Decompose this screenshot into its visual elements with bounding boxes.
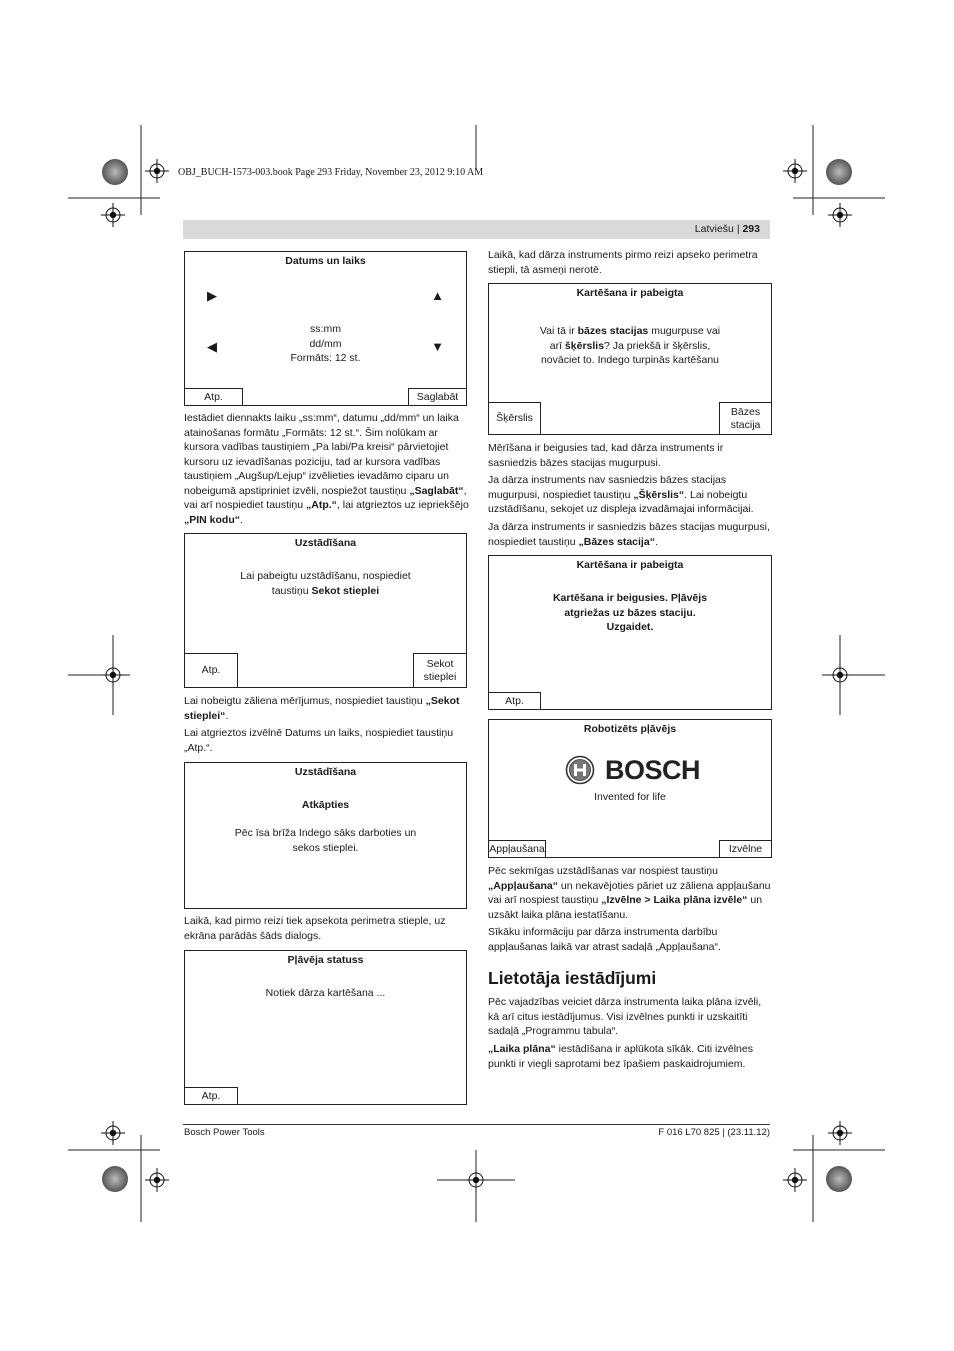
screen-setup-retreat <box>184 762 467 909</box>
text-bold: „Appļaušana“ <box>488 879 559 892</box>
back-button[interactable]: Atp. <box>184 653 238 688</box>
screen-line <box>489 324 771 339</box>
screen-line: Pēc īsa brīža Indego sāks darboties un <box>234 827 417 839</box>
text-bold: „Izvēlne > Laika plāna izvēle“ <box>601 894 748 906</box>
registration-mark-icon <box>828 203 852 227</box>
bosch-logo <box>565 754 700 786</box>
screen-body <box>185 322 466 366</box>
text: . <box>654 535 658 548</box>
registration-mark-icon <box>783 159 807 183</box>
text: Vai tā ir <box>539 325 578 337</box>
imprint-line: OBJ_BUCH-1573-003.book Page 293 Friday, November 23, 2012 9:10 AM <box>178 167 484 178</box>
text: Iestādiet diennakts laiku „ss:mm“, datumu „dd/mm“ un laika atainošanas formātu „Formāts: 12 st.“. Šim nolūkam ar kursora vadības taustiņiem „Pa labi/Pa kreisi“ pārvietojiet kursoru uz ievadīšanas poziciju, tad ar kursora vadības taustiņiem „Augšup/Lejup“ izvēlieties ievadāmo ciparu un nobeigumā apstipriniet izvēli, nospiežot taustiņu <box>184 412 459 497</box>
text-bold: „Atp.“ <box>306 499 337 511</box>
section-heading: Lietotāja iestādījumi <box>488 968 657 988</box>
paragraph-schedule <box>488 1042 772 1071</box>
text: Lai nobeigtu zāliena mērījumus, nospiediet taustiņu <box>184 695 426 707</box>
save-button[interactable]: Saglabāt <box>408 388 467 406</box>
screen-mapping-complete-question <box>488 283 772 435</box>
arrow-down-icon: ▼ <box>431 339 444 354</box>
paragraph-obstacle <box>488 473 772 517</box>
date-format: dd/mm <box>309 337 342 350</box>
text: Laikā, kad dārza instruments pirmo reizi apseko perimetra stiepli, tā asmeņi nerotē. <box>488 249 758 276</box>
text: . Lai nobeigtu uzstādīšanu, sekojet uz displeja izvadāmajai informācijai. <box>488 488 754 515</box>
button-label: stacija <box>730 418 761 431</box>
paragraph-date-time-instructions <box>184 411 469 527</box>
screen-setup-finish <box>184 533 467 688</box>
text: taustiņu <box>271 584 312 597</box>
gray-ball-icon <box>102 159 128 185</box>
screen-line: sekos stieplei. <box>292 841 359 854</box>
text: . <box>225 709 229 722</box>
arrow-left-icon: ◀ <box>207 339 217 354</box>
screen-title: Kartēšana ir pabeigta <box>576 559 684 571</box>
back-button[interactable]: Atp. <box>184 388 243 406</box>
paragraph-after-setup <box>488 864 772 922</box>
paragraph-measuring-ended <box>488 441 772 470</box>
obstacle-button[interactable]: Šķērslis <box>488 402 541 435</box>
gray-ball-icon <box>826 1166 852 1192</box>
text: Ja dārza instruments nav sasniedzis bāzes stacijas mugurpusi, nospiediet taustiņu <box>488 474 727 501</box>
screen-line: Lai pabeigtu uzstādīšanu, nospiediet <box>240 570 411 582</box>
menu-button[interactable]: Izvēlne <box>719 840 772 858</box>
text-bold: „Laika plāna“ <box>488 1043 556 1055</box>
text-bold: „Bāzes stacija“ <box>578 535 655 548</box>
paragraph-more-info <box>488 925 772 954</box>
follow-wire-button[interactable] <box>413 653 467 688</box>
paragraph-finish-measuring <box>184 694 469 723</box>
screen-title: Pļāvēja statuss <box>287 954 364 966</box>
screen-title: Uzstādīšana <box>294 537 357 549</box>
screen-mower-status <box>184 950 467 1105</box>
text: , vai arī nospiediet taustiņu <box>184 484 467 511</box>
text: un uzsākt laika plāna iestatīšanu. <box>488 894 763 921</box>
time-format: ss:mm <box>310 323 341 335</box>
screen-mapping-complete-returning <box>488 555 772 710</box>
registration-mark-icon <box>145 159 169 183</box>
text: . <box>240 513 243 526</box>
text: Mērīšana ir beigusies tad, kad dārza instruments ir sasniedzis bāzes stacijas mugurpusi. <box>488 442 724 469</box>
text-bold: Sekot stieplei <box>311 584 380 597</box>
screen-title: Kartēšana ir pabeigta <box>576 287 684 299</box>
registration-mark-icon <box>464 1168 488 1192</box>
header-divider: | <box>736 223 743 235</box>
screen-line <box>185 584 466 599</box>
screen-robotic-mower <box>488 719 772 858</box>
clock-format: Formāts: 12 st. <box>290 352 361 364</box>
base-station-button[interactable] <box>719 402 772 435</box>
text-bold: „Saglabāt“ <box>409 484 464 497</box>
footer-rule <box>183 1124 770 1125</box>
text: Laikā, kad pirmo reizi tiek apsekota perimetra stieple, uz ekrāna parādās šāds dialogs. <box>184 915 446 942</box>
screen-title: Datums un laiks <box>285 255 366 267</box>
bosch-logo-icon <box>565 755 595 785</box>
footer-right: F 016 L70 825 | (23.11.12) <box>658 1127 770 1138</box>
back-button[interactable]: Atp. <box>184 1087 238 1105</box>
text: iestādīšana ir aplūkota sīkāk. Citi izvēlnes punkti ir viegli saprotami bez īpašiem paskaidrojumiem. <box>488 1043 753 1070</box>
button-label: Bāzes <box>730 405 761 418</box>
header-language: Latviešu <box>694 223 734 235</box>
button-label: Sekot <box>426 657 454 670</box>
text: Sīkāku informāciju par dārza instrumenta darbību appļaušanas laikā var atrast sadaļā „Appļaušana“. <box>488 926 721 953</box>
screen-body <box>185 826 466 855</box>
text-bold: „Sekot stieplei“ <box>184 695 460 722</box>
back-button[interactable]: Atp. <box>488 692 541 710</box>
page-header <box>600 222 760 237</box>
screen-line: novāciet to. Indego turpinās kartēšanu <box>540 354 720 366</box>
registration-mark-icon <box>783 1168 807 1192</box>
screen-line: Uzgaidet. <box>606 621 654 633</box>
text: Pēc vajadzības veiciet dārza instrumenta laika plāna izvēli, kā arī citus iestādījumus. Visi izvēlnes punkti ir uzskaitīti sadaļā „Programmu tabula“. <box>488 996 762 1037</box>
gray-ball-icon <box>102 1166 128 1192</box>
text: Ja dārza instruments ir sasniedzis bāzes stacijas mugurpusi, nospiediet taustiņu <box>488 521 770 548</box>
screen-line: atgriežas uz bāzes staciju. <box>564 606 696 619</box>
registration-mark-icon <box>145 1168 169 1192</box>
registration-mark-icon <box>101 203 125 227</box>
screen-title: Robotizēts pļāvējs <box>583 723 677 735</box>
text-bold: bāzes stacijas <box>577 325 649 337</box>
registration-mark-icon <box>101 663 125 687</box>
button-label: stieplei <box>423 670 457 683</box>
mow-button[interactable]: Appļaušana <box>488 840 546 858</box>
paragraph-base-station <box>488 520 772 549</box>
screen-date-time <box>184 251 467 406</box>
screen-body <box>489 324 771 368</box>
text: Pēc sekmīgas uzstādīšanas var nospiest taustiņu <box>488 865 718 877</box>
text: ? Ja priekšā ir šķērslis, <box>604 339 711 352</box>
slogan: Invented for life <box>594 791 666 803</box>
paragraph-return-date-time <box>184 726 469 755</box>
screen-body: Notiek dārza kartēšana ... <box>265 987 386 999</box>
text: un nekavējoties pāriet uz zāliena appļaušanu vai arī nospiest taustiņu <box>488 879 771 906</box>
paragraph-user-settings <box>488 995 772 1039</box>
screen-subtitle: Atkāpties <box>301 799 350 811</box>
text-bold: „Šķērslis“ <box>633 488 685 501</box>
text: arī <box>549 339 565 352</box>
screen-body <box>185 569 466 598</box>
text-bold: „PIN kodu“ <box>184 513 241 526</box>
paragraph-first-tracing <box>184 914 469 943</box>
text: , lai atgrieztos uz iepriekšējo <box>336 499 469 511</box>
page-number: 293 <box>742 223 760 235</box>
text-bold: šķērslis <box>564 339 605 352</box>
arrow-right-icon: ▶ <box>207 288 217 303</box>
registration-mark-icon <box>101 1121 125 1145</box>
text: Lai atgrieztos izvēlnē Datums un laiks, nospiediet taustiņu „Atp.“. <box>184 727 454 754</box>
screen-line <box>489 339 771 354</box>
gray-ball-icon <box>826 159 852 185</box>
registration-mark-icon <box>828 1121 852 1145</box>
paragraph-blades-not-rotating <box>488 248 772 277</box>
arrow-up-icon: ▲ <box>431 288 444 303</box>
footer-left: Bosch Power Tools <box>184 1127 265 1138</box>
screen-title: Uzstādīšana <box>294 766 357 778</box>
screen-line: Kartēšana ir beigusies. Pļāvējs <box>552 592 708 604</box>
text: mugurpuse vai <box>648 325 721 337</box>
screen-body <box>489 591 771 635</box>
bosch-wordmark: BOSCH <box>605 754 701 785</box>
registration-mark-icon <box>828 663 852 687</box>
